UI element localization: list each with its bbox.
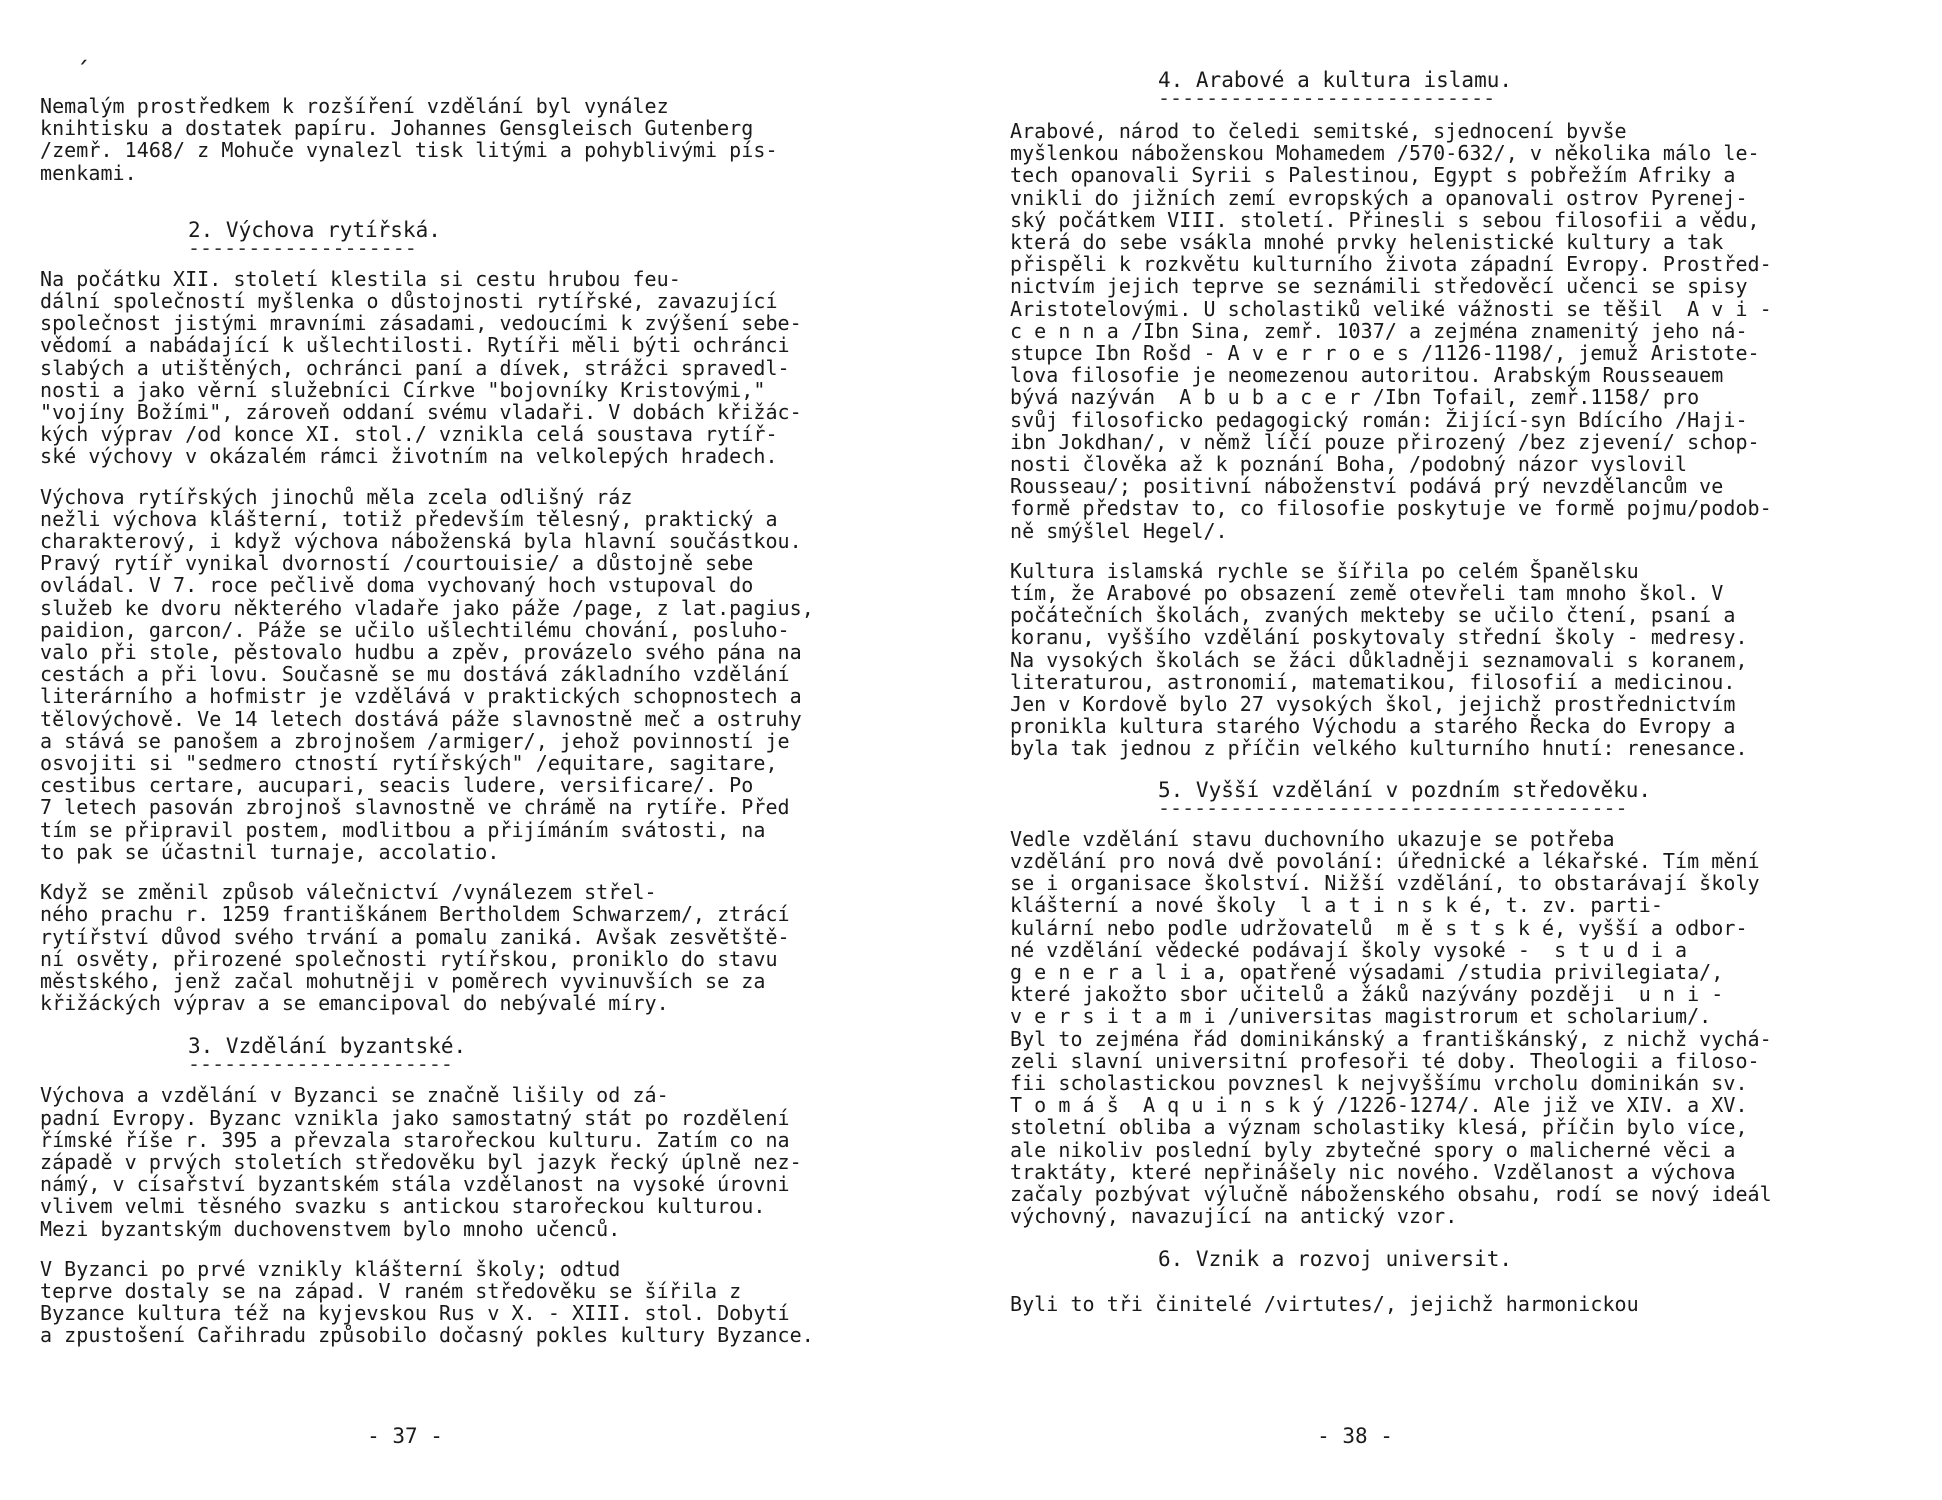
section-heading-5: 5. Vyšší vzdělání v pozdním středověku. bbox=[1158, 777, 1652, 802]
heading-underline-3: ---------------------- bbox=[188, 1052, 453, 1077]
left-page bbox=[40, 0, 950, 1500]
heading-underline-5: --------------------------------------- bbox=[1158, 795, 1628, 820]
heading-underline-2: ------------------- bbox=[188, 235, 417, 260]
page-number-37: - 37 - bbox=[367, 1424, 443, 1448]
left-page-content bbox=[40, 0, 950, 1347]
section-heading-2: 2. Výchova rytířská. bbox=[188, 217, 441, 242]
right-page bbox=[1010, 0, 1920, 1500]
right-paragraph-4: Byli to tři činitelé /virtutes/, jejichž harmonickou bbox=[1010, 1292, 1639, 1317]
section-heading-3: 3. Vzdělání byzantské. bbox=[188, 1034, 467, 1059]
section-heading-4: 4. Arabové a kultura islamu. bbox=[1158, 68, 1513, 92]
left-paragraph-5: Výchova a vzdělání v Byzanci se značně lišily od zá- padní Evropy. Byzanc vznikla jako samostatný stát po rozdělení římské říše r. 395 a převzala starořeckou kulturu. Zatím co na západě v prvých stoletích středověku byl jazyk řecký úplně nez- námý, v císařství byzantském stála vzdělanost na vysoké úrovni vlivem velmi těsného svazku s antickou starořeckou kulturou. Mezi byzantským duchovenstvem bylo mnoho učenců. bbox=[40, 1083, 802, 1241]
pen-mark: ˏ bbox=[76, 34, 92, 64]
left-paragraph-1: Nemalým prostředkem k rozšíření vzdělání byl vynález knihtisku a dostatek papíru. Johannes Gensgleisch Gutenberg /zemř. 1468/ z Mohuče vynalezl tisk litými a pohyblivými pís- menkami. bbox=[40, 94, 778, 185]
right-paragraph-2: Kultura islamská rychle se šířila po celém Španělsku tím, že Arabové po obsazení země otevřeli tam mnoho škol. V počátečních školách, zvaných mekteby se učilo čtení, psaní a koranu, vyššího vzdělání poskytovaly střední školy - medresy. Na vysokých školách se žáci důkladněji seznamovali s koranem, literaturou, astronomií, matematikou, filosofií a medicinou. Jen v Kordově bylo 27 vysokých škol, jejichž prostřednictvím pronikla kultura starého Východu a starého Řecka do Evropy a byla tak jednou z příčin velkého kulturního hnutí: renesance. bbox=[1010, 558, 1748, 761]
section-heading-6: 6. Vznik a rozvoj universit. bbox=[1158, 1247, 1513, 1272]
left-paragraph-4: Když se změnil způsob válečnictví /vynálezem střel- ného prachu r. 1259 františkánem Bertholdem Schwarzem/, ztrácí rytířství důvod svého trvání a pomalu zaniká. Avšak zesvětště- ní osvěty, přirozené společnosti rytířskou, proniklo do stavu městského, jenž začal mohutněji v poměrech vyvinuvších se za křižáckých výprav a se emancipoval do nebývalé míry. bbox=[40, 880, 790, 1016]
left-paragraph-2: Na počátku XII. století klestila si cestu hrubou feu- dální společností myšlenka o důstojnosti rytířské, zavazující společnost jistými mravními zásadami, vedoucími k zvýšení sebe- vědomí a nabádající k ušlechtilosti. Rytíři měli býti ochránci slabých a utištěných, ochránci paní a dívek, strážci spravedl- nosti a jako věrní služebníci Církve "bojovníky Kristovými," "vojíny Božími", zároveň oddaní svému vladaři. V dobách křižác- kých výprav /od konce XI. stol./ vznikla celá soustava rytíř- ské výchovy v okázalém rámci životním na velkolepých hradech. bbox=[40, 266, 802, 469]
page-number-38: - 38 - bbox=[1317, 1424, 1393, 1448]
left-paragraph-6: V Byzanci po prvé vznikly klášterní školy; odtud teprve dostaly se na západ. V raném středověku se šířila z Byzance kultura též na kyjevskou Rus v X. - XIII. stol. Dobytí a zpustošení Cařihradu způsobilo dočasný pokles kultury Byzance. bbox=[40, 1256, 814, 1348]
heading-underline-4: ---------------------------- bbox=[1158, 86, 1496, 110]
right-paragraph-3: Vedle vzdělání stavu duchovního ukazuje se potřeba vzdělání pro nová dvě povolání: úřednické a lékařské. Tím mění se i organisace školství. Nižší vzdělání, to obstarávají školy klášterní a nové školy l a t i n s k é, t. zv. parti- kulární nebo podle udržovatelů m ě s t s k é, vyšší a odbor- né vzdělání vědecké podávají školy vysoké - s t u d i a g e n e r a l i a, opatřené výsadami /studia privilegiata/, které jakožto sbor učitelů a žáků nazývány později u n i - v e r s i t a m i /universitas magistrorum et scholarium/. Byl to zejména řád dominikánský a františkánský, z nichž vychá- zeli slavní universitní profesoři té doby. Theologii a filoso- fii scholastickou povznesl k nejvyššímu vrcholu dominikán sv. T o m á š A q u i n s k ý /1226-1274/. Ale již ve XIV. a XV. stoletní obliba a význam scholastiky klesá, příčin bylo více, ale nikoliv poslední byly zbytečné spory o malicherné věci a traktáty, které nepřinášely nic nového. Vzdělanost a výchova začaly pozbývat výlučně náboženského obsahu, rodí se nový ideál výchovný, navazující na antický vzor. bbox=[1010, 826, 1772, 1229]
right-page-content bbox=[1010, 0, 1920, 1316]
left-paragraph-3: Výchova rytířských jinochů měla zcela odlišný ráz nežli výchova klášterní, totiž především tělesný, praktický a charakterový, i když výchova náboženská byla hlavní součástkou. Pravý rytíř vynikal dvorností /courtouisie/ a důstojně sebe ovládal. V 7. roce pečlivě doma vychovaný hoch vstupoval do služeb ke dvoru některého vladaře jako páže /page, z lat.pagius, paidion, garcon/. Páže se učilo ušlechtilému chování, posluho- valo při stole, pěstovalo hudbu a zpěv, provázelo svého pána na cestách a při lovu. Současně se mu dostává základního vzdělání literárního a hofmistr je vzdělává v praktických schopnostech a tělovýchově. Ve 14 letech dostává páže slavnostně meč a ostruhy a stává se panošem a zbrojnošem /armiger/, jehož povinností je osvojiti si "sedmero ctností rytířských" /equitare, sagitare, cestibus certare, aucupari, seacis ludere, versificare/. Po 7 letech pasován zbrojnoš slavnostně ve chrámě na rytíře. Před tím se připravil postem, modlitbou a přijímáním svátosti, na to pak se účastnil turnaje, accolatio. bbox=[40, 484, 814, 864]
right-paragraph-1: Arabové, národ to čeledi semitské, sjednocení byvše myšlenkou náboženskou Mohamedem /570-632/, v několika málo le- tech opanovali Syrii s Palestinou, Egypt s pobřežím Afriky a vnikli do jižních zemí evropských a opanovali ostrov Pyrenej- ský počátkem VIII. století. Přinesli s sebou filosofii a vědu, která do sebe vsákla mnohé prvky helenistické kultury a tak přispěli k rozkvětu kulturního života západní Evropy. Prostřed- nictvím jejich teprve se seznámili středověcí učenci se spisy Aristotelovými. U scholastiků veliké vážnosti se těšil A v i - c e n n a /Ibn Sina, zemř. 1037/ a zejména znamenitý jeho ná- stupce Ibn Rošd - A v e r r o e s /1126-1198/, jemuž Aristote- lova filosofie je neomezenou autoritou. Arabským Rousseauem bývá nazýván A b u b a c e r /Ibn Tofail, zemř.1158/ pro svůj filosoficko pedagogický román: Žijící-syn Bdícího /Haji- ibn Jokdhan/, v němž líčí pouze přirozený /bez zjevení/ schop- nosti člověka až k poznání Boha, /podobný názor vyslovil Rousseau/; positivní náboženství podává prý nevzdělancům ve formě představ to, co filosofie poskytuje ve formě pojmu/podob- ně smýšlel Hegel/. bbox=[1010, 119, 1772, 543]
